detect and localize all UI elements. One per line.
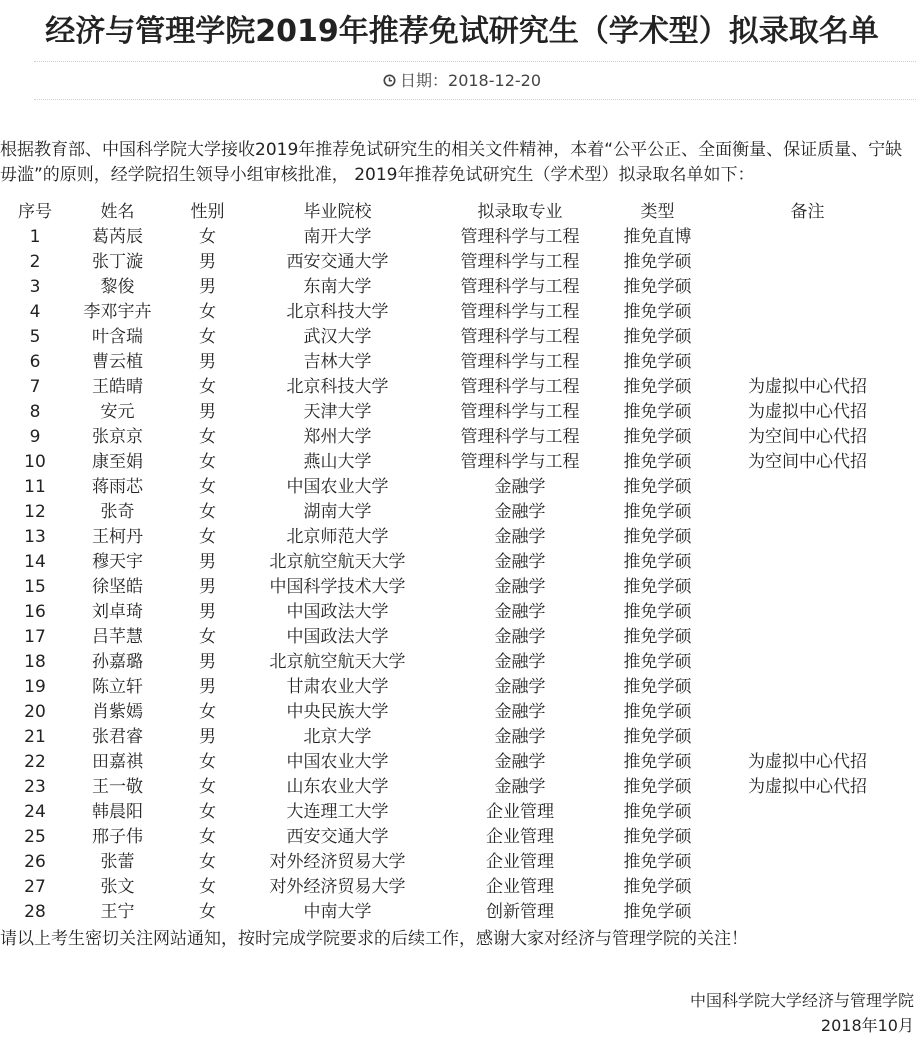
cell-index: 28: [24, 902, 46, 922]
cell-gender: 女: [199, 477, 216, 497]
table-row: [0, 675, 915, 700]
cell-name: 吕芊慧: [92, 627, 143, 647]
cell-school: 山东农业大学: [286, 777, 389, 797]
cell-gender: 女: [199, 877, 216, 897]
cell-name: 王一敬: [92, 777, 143, 797]
cell-index: 6: [29, 352, 41, 372]
cell-remark: [700, 700, 915, 725]
table-header-row: [0, 200, 915, 225]
cell-gender: 女: [199, 852, 216, 872]
cell-name: 张奇: [100, 502, 135, 522]
table-row: [0, 650, 915, 675]
cell-name: 张文: [100, 877, 135, 897]
header-school: 毕业院校: [303, 202, 372, 222]
cell-index: 8: [29, 402, 41, 422]
cell-school: 郑州大学: [303, 427, 372, 447]
cell-school: 大连理工大学: [286, 802, 389, 822]
cell-major: 金融学: [494, 777, 546, 797]
cell-major: 管理科学与工程: [460, 377, 580, 397]
cell-name: 张君睿: [92, 727, 143, 747]
cell-major: 管理科学与工程: [460, 327, 580, 347]
cell-remark: [700, 525, 915, 550]
cell-remark: [700, 500, 915, 525]
cell-name: 黎俊: [100, 277, 135, 297]
table-row: [0, 425, 915, 450]
cell-type: 推免学硕: [623, 577, 692, 597]
cell-remark: [700, 900, 915, 925]
cell-type: 推免学硕: [623, 402, 692, 422]
cell-gender: 女: [199, 327, 216, 347]
cell-gender: 男: [199, 402, 216, 422]
cell-major: 金融学: [494, 752, 546, 772]
cell-index: 25: [24, 827, 46, 847]
header-name: 姓名: [100, 202, 135, 222]
cell-gender: 女: [199, 502, 216, 522]
cell-major: 企业管理: [486, 852, 554, 872]
cell-gender: 女: [199, 752, 216, 772]
cell-remark: [700, 575, 915, 600]
cell-index: 7: [29, 377, 41, 397]
cell-name: 田嘉祺: [92, 752, 143, 772]
cell-type: 推免学硕: [623, 677, 692, 697]
cell-name: 肖紫嫣: [92, 702, 143, 722]
cell-type: 推免学硕: [623, 252, 692, 272]
cell-major: 金融学: [494, 677, 546, 697]
cell-name: 康至娟: [92, 452, 143, 472]
cell-type: 推免学硕: [623, 827, 692, 847]
cell-gender: 女: [199, 627, 216, 647]
cell-school: 北京师范大学: [286, 527, 389, 547]
cell-type: 推免学硕: [623, 852, 692, 872]
cell-type: 推免学硕: [623, 502, 692, 522]
table-body: [0, 225, 915, 925]
table-row: [0, 325, 915, 350]
table-row: [0, 625, 915, 650]
table-row: [0, 350, 915, 375]
cell-major: 管理科学与工程: [460, 402, 580, 422]
cell-school: 甘肃农业大学: [286, 677, 389, 697]
cell-school: 中国政法大学: [286, 627, 389, 647]
cell-name: 李邓宇卉: [83, 302, 152, 322]
table-row: [0, 700, 915, 725]
table-row: [0, 400, 915, 425]
cell-remark: 为虚拟中心代招: [748, 377, 867, 397]
cell-type: 推免学硕: [623, 302, 692, 322]
header-gender: 性别: [190, 202, 225, 222]
cell-gender: 女: [199, 302, 216, 322]
admission-table: [0, 200, 915, 925]
cell-remark: [700, 225, 915, 250]
cell-name: 葛芮辰: [92, 227, 143, 247]
cell-remark: 为空间中心代招: [748, 427, 867, 447]
cell-school: 北京科技大学: [286, 377, 389, 397]
cell-name: 王柯丹: [92, 527, 143, 547]
table-row: [0, 825, 915, 850]
cell-type: 推免学硕: [623, 902, 692, 922]
cell-gender: 男: [199, 677, 216, 697]
cell-index: 1: [29, 227, 41, 247]
cell-index: 12: [24, 502, 46, 522]
cell-gender: 男: [199, 552, 216, 572]
cell-school: 北京大学: [303, 727, 372, 747]
cell-major: 管理科学与工程: [460, 227, 580, 247]
cell-school: 北京科技大学: [286, 302, 389, 322]
table-row: [0, 575, 915, 600]
cell-major: 管理科学与工程: [460, 427, 580, 447]
cell-gender: 女: [199, 777, 216, 797]
cell-type: 推免学硕: [623, 802, 692, 822]
cell-type: 推免学硕: [623, 652, 692, 672]
cell-gender: 男: [199, 352, 216, 372]
table-row: [0, 275, 915, 300]
cell-major: 金融学: [494, 702, 546, 722]
cell-type: 推免学硕: [623, 477, 692, 497]
cell-type: 推免学硕: [623, 377, 692, 397]
cell-remark: [700, 825, 915, 850]
table-row: [0, 450, 915, 475]
cell-index: 2: [29, 252, 41, 272]
cell-type: 推免学硕: [623, 277, 692, 297]
cell-name: 安元: [100, 402, 135, 422]
cell-name: 蒋雨芯: [92, 477, 143, 497]
cell-major: 金融学: [494, 652, 546, 672]
cell-major: 企业管理: [486, 802, 554, 822]
header-index: 序号: [18, 202, 52, 222]
cell-name: 张蕾: [100, 852, 135, 872]
cell-gender: 女: [199, 702, 216, 722]
cell-index: 20: [24, 702, 46, 722]
cell-gender: 女: [199, 527, 216, 547]
cell-index: 17: [24, 627, 46, 647]
cell-index: 26: [24, 852, 46, 872]
intro-paragraph: 根据教育部、中国科学院大学接收2019年推荐免试研究生的相关文件精神，本着“公平公正、全面衡量、保证质量、宁缺毋滥”的原则，经学院招生领导小组审核批准， 2019年推荐免试研究生（学术型）拟录取名单如下：: [0, 140, 903, 185]
cell-school: 武汉大学: [303, 327, 372, 347]
cell-major: 管理科学与工程: [460, 302, 580, 322]
cell-major: 企业管理: [486, 827, 554, 847]
cell-name: 曹云植: [92, 352, 143, 372]
cell-remark: 为空间中心代招: [748, 452, 867, 472]
cell-remark: [700, 650, 915, 675]
cell-type: 推免学硕: [623, 727, 692, 747]
table-row: [0, 725, 915, 750]
table-row: [0, 300, 915, 325]
cell-index: 9: [29, 427, 41, 447]
cell-name: 孙嘉璐: [92, 652, 143, 672]
cell-remark: [700, 350, 915, 375]
table-row: [0, 850, 915, 875]
cell-name: 张丁漩: [92, 252, 143, 272]
cell-major: 金融学: [494, 502, 546, 522]
cell-remark: [700, 550, 915, 575]
table-row: [0, 500, 915, 525]
cell-gender: 男: [199, 727, 216, 747]
table-row: [0, 550, 915, 575]
cell-type: 推免学硕: [623, 352, 692, 372]
table-row: [0, 225, 915, 250]
cell-name: 刘卓琦: [92, 602, 143, 622]
cell-gender: 女: [199, 802, 216, 822]
cell-remark: [700, 475, 915, 500]
cell-index: 24: [24, 802, 46, 822]
cell-index: 15: [24, 577, 46, 597]
cell-major: 管理科学与工程: [460, 352, 580, 372]
cell-school: 对外经济贸易大学: [269, 877, 406, 897]
cell-major: 金融学: [494, 577, 546, 597]
cell-type: 推免学硕: [623, 877, 692, 897]
cell-index: 23: [24, 777, 46, 797]
closing-note: 请以上考生密切关注网站通知，按时完成学院要求的后续工作，感谢大家对经济与管理学院的关注！: [0, 929, 748, 949]
header-remark: 备注: [790, 202, 825, 222]
cell-index: 3: [29, 277, 41, 297]
cell-remark: [700, 800, 915, 825]
cell-name: 韩晨阳: [92, 802, 143, 822]
cell-type: 推免学硕: [623, 702, 692, 722]
divider-top: [34, 61, 916, 62]
cell-type: 推免学硕: [623, 452, 692, 472]
cell-index: 4: [29, 302, 41, 322]
table-row: [0, 525, 915, 550]
cell-type: 推免学硕: [623, 427, 692, 447]
cell-name: 王皓晴: [92, 377, 143, 397]
cell-school: 北京航空航天大学: [269, 652, 406, 672]
cell-gender: 男: [199, 602, 216, 622]
header-major: 拟录取专业: [477, 202, 563, 222]
cell-major: 金融学: [494, 552, 546, 572]
cell-major: 金融学: [494, 727, 546, 747]
cell-index: 5: [29, 327, 41, 347]
table-row: [0, 875, 915, 900]
table-row: [0, 600, 915, 625]
cell-gender: 男: [199, 277, 216, 297]
cell-remark: [700, 675, 915, 700]
date-value: 2018-12-20: [448, 71, 541, 90]
signature-block: [690, 988, 914, 1038]
cell-school: 西安交通大学: [286, 827, 389, 847]
cell-index: 21: [24, 727, 46, 747]
cell-index: 11: [24, 477, 46, 497]
cell-school: 湖南大学: [303, 502, 372, 522]
cell-major: 管理科学与工程: [460, 452, 580, 472]
cell-school: 燕山大学: [303, 452, 372, 472]
cell-major: 企业管理: [486, 877, 554, 897]
cell-remark: [700, 300, 915, 325]
divider-bottom: [34, 99, 916, 100]
cell-gender: 男: [199, 252, 216, 272]
cell-remark: [700, 275, 915, 300]
cell-gender: 女: [199, 427, 216, 447]
cell-remark: 为虚拟中心代招: [748, 777, 867, 797]
cell-remark: [700, 725, 915, 750]
table-row: [0, 375, 915, 400]
cell-type: 推免学硕: [623, 552, 692, 572]
signature-org: 中国科学院大学经济与管理学院: [689, 991, 914, 1010]
cell-remark: [700, 325, 915, 350]
cell-type: 推免学硕: [623, 752, 692, 772]
cell-type: 推免学硕: [623, 627, 692, 647]
cell-remark: [700, 875, 915, 900]
table-row: [0, 900, 915, 925]
cell-name: 穆天宇: [92, 552, 143, 572]
table-row: [0, 250, 915, 275]
cell-name: 徐坚皓: [92, 577, 143, 597]
cell-name: 邢子伟: [92, 827, 143, 847]
cell-index: 18: [24, 652, 46, 672]
cell-major: 金融学: [494, 627, 546, 647]
cell-gender: 女: [199, 227, 216, 247]
cell-school: 中国政法大学: [286, 602, 389, 622]
date-line: [0, 68, 924, 91]
cell-school: 天津大学: [303, 402, 372, 422]
cell-major: 金融学: [494, 477, 546, 497]
cell-name: 王宁: [100, 902, 135, 922]
signature-date: 2018年10月: [820, 1016, 914, 1035]
clock-icon: [383, 72, 396, 91]
cell-type: 推免学硕: [623, 602, 692, 622]
cell-major: 管理科学与工程: [460, 252, 580, 272]
cell-school: 中国农业大学: [286, 752, 389, 772]
table-row: [0, 800, 915, 825]
cell-index: 16: [24, 602, 46, 622]
cell-school: 对外经济贸易大学: [269, 852, 406, 872]
date-label: 日期：: [400, 71, 449, 90]
cell-index: 19: [24, 677, 46, 697]
cell-name: 张京京: [92, 427, 143, 447]
cell-index: 22: [24, 752, 46, 772]
cell-gender: 男: [199, 652, 216, 672]
cell-gender: 女: [199, 902, 216, 922]
cell-major: 金融学: [494, 527, 546, 547]
cell-gender: 男: [199, 577, 216, 597]
cell-major: 金融学: [494, 602, 546, 622]
cell-major: 创新管理: [486, 902, 554, 922]
cell-remark: [700, 625, 915, 650]
cell-gender: 女: [199, 827, 216, 847]
cell-name: 陈立轩: [92, 677, 143, 697]
cell-type: 推免学硕: [623, 527, 692, 547]
header-type: 类型: [640, 202, 675, 222]
table-row: [0, 775, 915, 800]
cell-name: 叶含瑞: [92, 327, 143, 347]
cell-major: 管理科学与工程: [460, 277, 580, 297]
cell-gender: 女: [199, 452, 216, 472]
cell-remark: [700, 850, 915, 875]
cell-type: 推免直博: [623, 227, 692, 247]
cell-index: 10: [24, 452, 46, 472]
cell-school: 南开大学: [303, 227, 372, 247]
cell-index: 13: [24, 527, 46, 547]
cell-school: 中国农业大学: [286, 477, 389, 497]
cell-remark: [700, 600, 915, 625]
cell-index: 27: [24, 877, 46, 897]
page-title: 经济与管理学院2019年推荐免试研究生（学术型）拟录取名单: [45, 14, 879, 49]
table-row: [0, 475, 915, 500]
table-row: [0, 750, 915, 775]
cell-gender: 女: [199, 377, 216, 397]
cell-remark: [700, 250, 915, 275]
cell-school: 北京航空航天大学: [269, 552, 406, 572]
cell-school: 东南大学: [303, 277, 372, 297]
cell-remark: 为虚拟中心代招: [748, 402, 867, 422]
cell-school: 吉林大学: [303, 352, 372, 372]
cell-type: 推免学硕: [623, 777, 692, 797]
cell-school: 中国科学技术大学: [269, 577, 406, 597]
cell-school: 西安交通大学: [286, 252, 389, 272]
cell-school: 中南大学: [303, 902, 372, 922]
cell-school: 中央民族大学: [286, 702, 389, 722]
cell-type: 推免学硕: [623, 327, 692, 347]
cell-index: 14: [24, 552, 46, 572]
cell-remark: 为虚拟中心代招: [748, 752, 867, 772]
